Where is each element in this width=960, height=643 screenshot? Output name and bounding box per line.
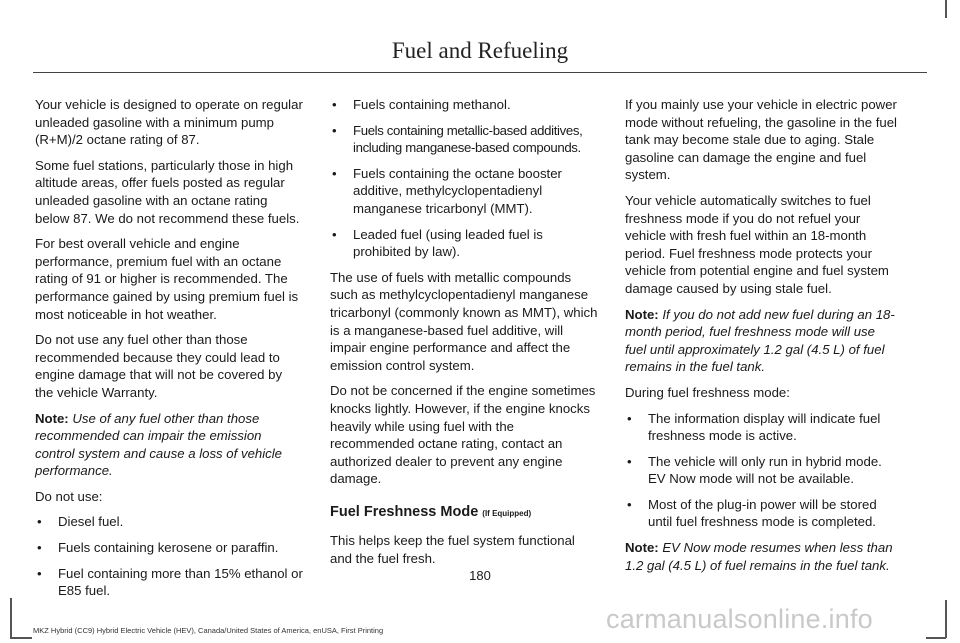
column-3: [625, 96, 897, 582]
bullet-icon: •: [332, 226, 337, 242]
paragraph: Some fuel stations, particularly those in high altitude areas, offer fuels posted as regular unleaded gasoline with an octane rating below 87. We do not recommend these fuels.: [35, 157, 300, 226]
section-heading: [330, 504, 600, 523]
list-item-text: Leaded fuel (using leaded fuel is prohibited by law).: [353, 226, 543, 260]
paragraph: For best overall vehicle and engine performance, premium fuel with an octane rating of 91 or higher is recommended. The performance gained by using premium fuel is most noticeable in hot weather.: [35, 236, 299, 322]
list-item: [35, 513, 303, 531]
bullet-list: [330, 96, 600, 261]
list-item-text: Diesel fuel.: [58, 514, 124, 530]
crop-mark: [945, 0, 947, 18]
watermark: carmanualsonline.info: [606, 604, 873, 634]
paragraph: Your vehicle is designed to operate on regular unleaded gasoline with a minimum pump (R+M)/2 octane rating of 87.: [35, 97, 303, 148]
list-item-text: Fuels containing kerosene or paraffin.: [58, 540, 279, 556]
section-heading-suffix: (If Equipped): [482, 508, 532, 518]
list-item: [330, 165, 600, 218]
page-number: 180: [469, 568, 491, 583]
note-label: Note:: [625, 306, 659, 322]
list-item-text: The vehicle will only run in hybrid mode. EV Now mode will not be available.: [648, 453, 882, 487]
note-label: Note:: [625, 540, 659, 556]
bullet-list: [35, 513, 303, 599]
bullet-icon: •: [627, 410, 632, 426]
list-item-text: Fuel containing more than 15% ethanol or E85 fuel.: [58, 565, 303, 599]
bullet-icon: •: [332, 122, 337, 138]
bullet-icon: •: [627, 496, 632, 512]
list-item-text: Most of the plug-in power will be stored until fuel freshness mode is completed.: [648, 496, 877, 530]
crop-mark: [10, 637, 32, 639]
bullet-list: [625, 410, 897, 532]
paragraph: If you mainly use your vehicle in electric power mode without refueling, the gasoline in the fuel tank may become stale due to aging. Stale gasoline can damage the engine and fuel system.: [625, 97, 897, 183]
list-item-text: The information display will indicate fuel freshness mode is active.: [648, 410, 881, 444]
note-label: Note:: [35, 410, 69, 426]
column-1: [35, 96, 303, 608]
list-item-text: Fuels containing the octane booster additive, methylcyclopentadienyl manganese tricarbonyl (MMT).: [353, 165, 562, 216]
list-item: [625, 496, 897, 531]
footer-text: MKZ Hybrid (CC9) Hybrid Electric Vehicle (HEV), Canada/United States of America, enUSA, First Printing: [33, 626, 384, 635]
list-item: [35, 539, 303, 557]
header-rule: [33, 72, 927, 73]
paragraph: Do not be concerned if the engine sometimes knocks lightly. However, if the engine knocks heavily while using fuel with the recommended octane rating, contact an authorized dealer to prevent any engine damage.: [330, 383, 596, 487]
bullet-icon: •: [37, 565, 42, 581]
list-item: [330, 96, 600, 114]
list-item: [625, 453, 897, 488]
note-text: Use of any fuel other than those recommended can impair the emission control system and cause a loss of vehicle performance.: [35, 410, 283, 479]
paragraph: The use of fuels with metallic compounds such as methylcyclopentadienyl manganese tricarbonyl (commonly known as MMT), which is a manganese-based fuel additive, will impair engine performance and affect the emission control system.: [330, 269, 598, 373]
crop-mark: [10, 598, 12, 638]
crop-mark: [945, 600, 947, 638]
bullet-icon: •: [332, 165, 337, 181]
bullet-icon: •: [332, 97, 337, 112]
column-2: [330, 96, 600, 576]
bullet-icon: •: [37, 514, 42, 530]
crop-mark: [926, 637, 946, 639]
list-item-text: Fuels containing methanol.: [353, 97, 511, 112]
list-item: [330, 226, 600, 261]
list-item: [625, 410, 897, 445]
bullet-icon: •: [37, 540, 42, 556]
paragraph: This helps keep the fuel system functional and the fuel fresh.: [330, 533, 575, 567]
paragraph: Do not use:: [35, 488, 103, 504]
bullet-icon: •: [627, 453, 632, 469]
paragraph: Your vehicle automatically switches to fuel freshness mode if you do not refuel your vehicle with fresh fuel within an 18-month period. Fuel freshness mode protects your vehicle from potential engine and fuel system damage caused by using stale fuel.: [625, 192, 889, 296]
note: [625, 306, 897, 376]
list-item-text: Fuels containing metallic-based additives, including manganese-based compounds.: [353, 122, 583, 156]
page-header-title: Fuel and Refueling: [391, 38, 569, 63]
paragraph: Do not use any fuel other than those recommended because they could lead to engine damage that will not be covered by the vehicle Warranty.: [35, 332, 283, 400]
note-text: If you do not add new fuel during an 18-month period, fuel freshness mode will use fuel until approximately 1.2 gal (4.5 L) of fuel remains in the fuel tank.: [625, 306, 895, 375]
note-text: EV Now mode resumes when less than 1.2 gal (4.5 L) of fuel remains in the fuel tank.: [625, 540, 893, 573]
section-heading-text: Fuel Freshness Mode: [330, 503, 479, 520]
paragraph: During fuel freshness mode:: [625, 384, 790, 400]
note: [35, 410, 303, 480]
list-item: [330, 122, 600, 157]
